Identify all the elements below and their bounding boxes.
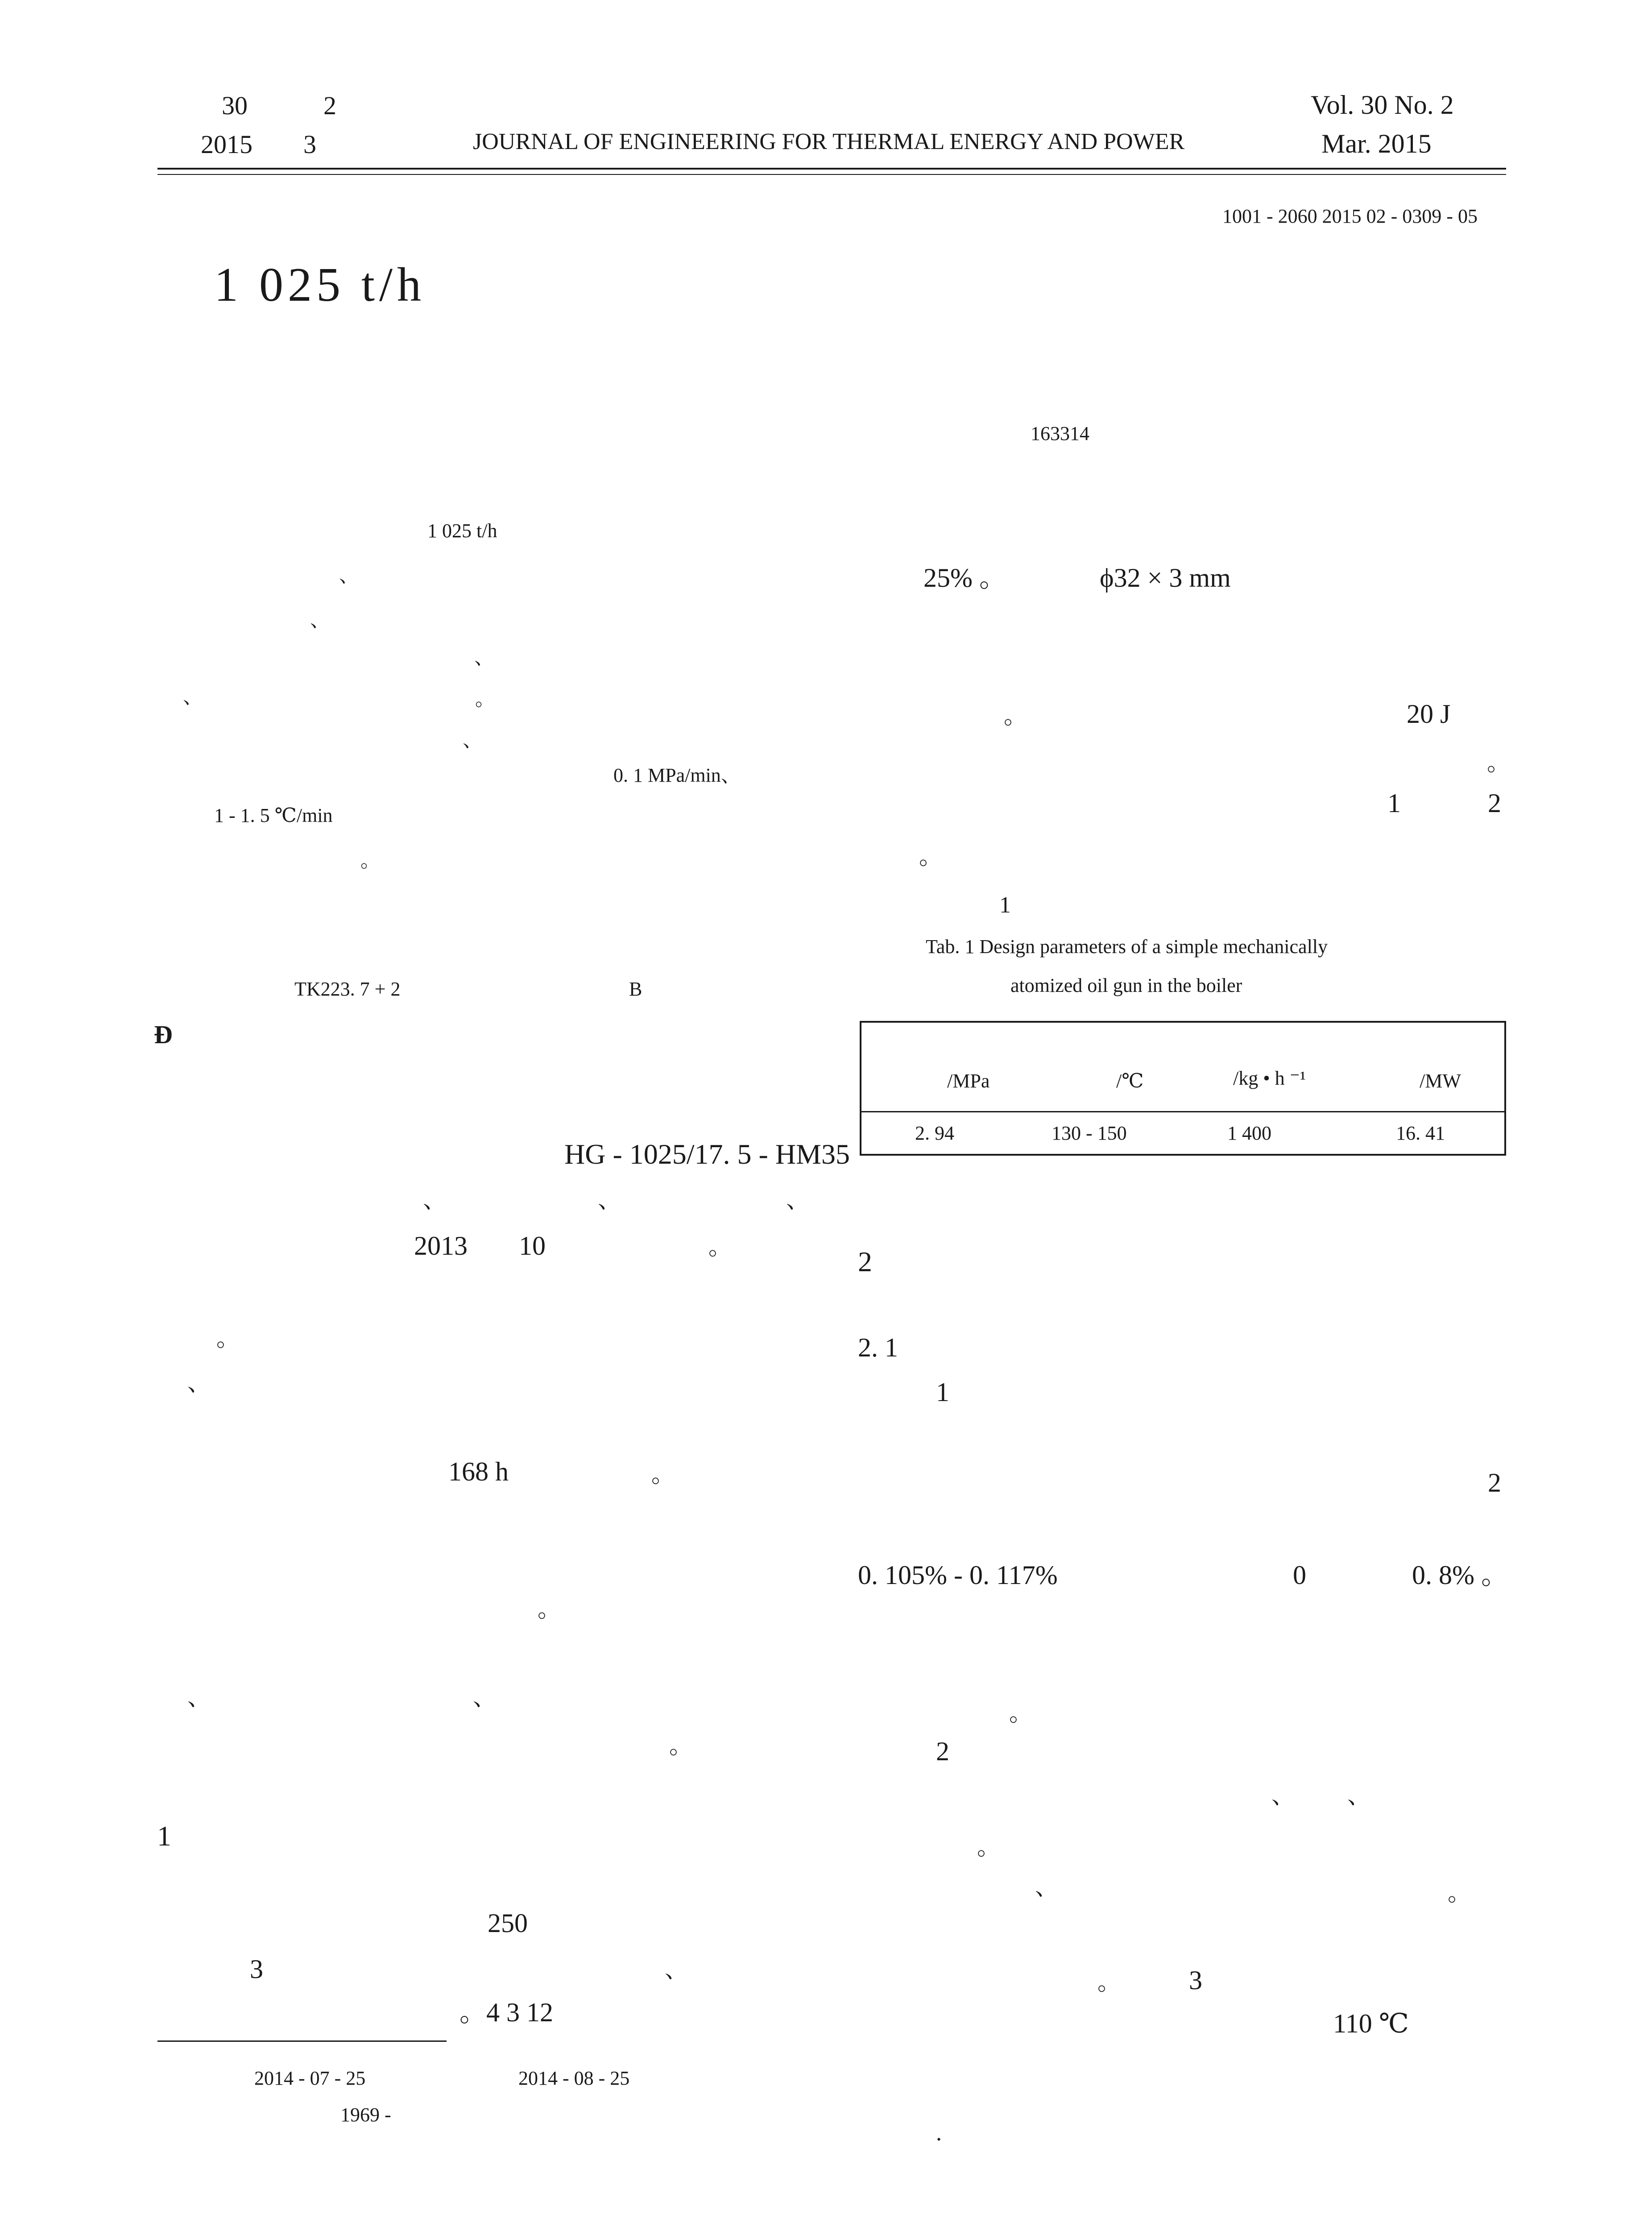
body-dun: 、 — [1035, 1875, 1059, 1900]
header-rule-thin — [157, 174, 1506, 175]
issue-number: 2 — [323, 91, 336, 120]
abstract-dun: 、 — [310, 609, 330, 631]
table-caption-en-cont: atomized oil gun in the boiler — [1010, 975, 1242, 996]
abstract-temp-rate: 1 - 1. 5 ℃/min — [214, 804, 333, 826]
body-year: 2013 — [414, 1231, 468, 1261]
value-0-8-percent: 0. 8% 。 — [1412, 1560, 1508, 1590]
table-caption-en: Tab. 1 Design parameters of a simple mechanically — [926, 936, 1328, 958]
design-parameter-table — [860, 1021, 1506, 1156]
body-period: 。 — [1448, 1881, 1471, 1906]
table-header-cell: /kg • h ⁻¹ — [1233, 1067, 1306, 1089]
volume-info: Vol. 30 No. 2 — [1311, 90, 1454, 120]
body-number-250: 250 — [488, 1908, 528, 1938]
tube-spec: ϕ32 × 3 mm — [1100, 563, 1231, 593]
body-dun: 、 — [1347, 1783, 1371, 1809]
abstract-dun: 、 — [183, 686, 203, 708]
section-1-heading: 1 — [157, 1820, 171, 1852]
body-dun: 、 — [187, 1685, 211, 1711]
body-period: 。 — [1487, 751, 1511, 776]
body-dun: 、 — [598, 1188, 621, 1213]
article-id-glyph: Ɖ — [154, 1020, 173, 1049]
content-range: 0. 105% - 0. 117% — [858, 1560, 1058, 1590]
table-header-cell: /MW — [1420, 1070, 1461, 1092]
journal-name: JOURNAL OF ENGINEERING FOR THERMAL ENERGY AND POWER — [473, 129, 1185, 154]
article-title: 1 025 t/h — [214, 258, 426, 311]
postal-code: 163314 — [1031, 423, 1089, 444]
article-code: 1001 - 2060 2015 02 - 0309 - 05 — [1222, 205, 1478, 227]
temperature-110: 110 ℃ — [1333, 2009, 1409, 2038]
body-period: 。 — [977, 1835, 1001, 1860]
section-2-heading: 2 — [858, 1246, 872, 1277]
body-period: 。 — [1097, 1970, 1121, 1995]
body-dun: 、 — [187, 1371, 211, 1396]
body-period: 。 — [669, 1733, 693, 1759]
revised-date: 2014 - 08 - 25 — [518, 2067, 630, 2089]
abstract-dun: 、 — [463, 729, 482, 751]
body-dot: . — [936, 2120, 942, 2146]
body-period: 。 — [1009, 1701, 1033, 1726]
body-dun: 、 — [1271, 1783, 1295, 1809]
body-period: 。 — [651, 1462, 675, 1488]
abstract-capacity: 1 025 t/h — [427, 520, 497, 542]
table-cell: 16. 41 — [1396, 1122, 1445, 1144]
body-number-3: 3 — [250, 1954, 263, 1984]
month: 3 — [303, 130, 316, 159]
body-period: 。 — [708, 1235, 732, 1260]
section-2-1-heading: 2. 1 — [858, 1333, 898, 1362]
abstract-dun: 、 — [339, 564, 359, 586]
figure-ref-2: 2 — [1488, 1468, 1501, 1497]
body-period: 。 — [1004, 704, 1027, 729]
body-dun: 、 — [423, 1188, 447, 1213]
table-cell: 130 - 150 — [1052, 1122, 1127, 1144]
table-rule — [861, 1111, 1504, 1112]
body-number-3: 3 — [1189, 1966, 1202, 1995]
body-dun: 、 — [665, 1957, 688, 1983]
boiler-model: HG - 1025/17. 5 - HM35 — [564, 1138, 850, 1170]
received-date: 2014 - 07 - 25 — [254, 2067, 366, 2089]
table-cell: 1 400 — [1227, 1122, 1271, 1144]
year: 2015 — [201, 130, 253, 159]
ref-1: 1 — [1387, 788, 1401, 818]
date-info: Mar. 2015 — [1321, 129, 1432, 158]
body-period: 。 — [216, 1326, 240, 1352]
value-zero: 0 — [1293, 1560, 1306, 1590]
abstract-pressure-rate: 0. 1 MPa/min、 — [613, 764, 741, 786]
impact-energy: 20 J — [1407, 699, 1451, 729]
table-header-cell: /℃ — [1116, 1070, 1144, 1092]
table-number: 1 — [999, 892, 1011, 918]
abstract-period: 。 — [475, 688, 495, 710]
ref-2: 2 — [1488, 788, 1501, 818]
table-cell: 2. 94 — [915, 1122, 954, 1144]
footnote-rule — [157, 2040, 447, 2042]
figure-ref-1: 1 — [936, 1377, 949, 1407]
volume-number: 30 — [222, 91, 248, 120]
percent-25: 25% 。 — [923, 563, 1006, 593]
abstract-period: 。 — [360, 850, 380, 871]
body-dun: 、 — [786, 1188, 810, 1213]
abstract-dun: 、 — [474, 647, 494, 668]
body-tail: 。4 3 12 — [460, 1998, 553, 2027]
body-period: 。 — [538, 1597, 561, 1622]
run-hours: 168 h — [448, 1457, 509, 1486]
clc-number: TK223. 7 + 2 — [294, 978, 401, 1000]
header-rule — [157, 168, 1506, 170]
document-code: B — [629, 978, 642, 1000]
author-birth-year: 1969 - — [340, 2104, 391, 2126]
body-dun: 、 — [473, 1685, 497, 1711]
table-header-cell: /MPa — [947, 1070, 990, 1092]
body-period: 。 — [919, 844, 943, 870]
figure-ref-2b: 2 — [936, 1737, 949, 1766]
body-month: 10 — [519, 1231, 546, 1261]
